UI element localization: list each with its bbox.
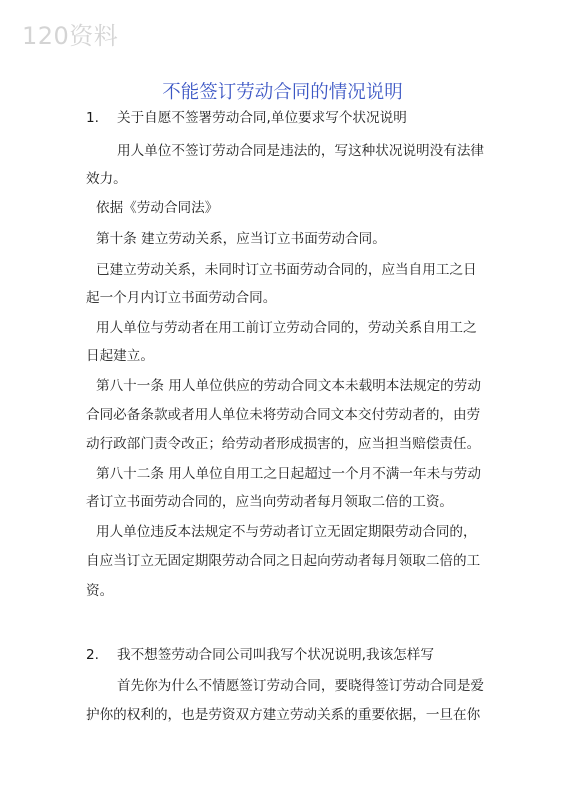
paragraph-line: 已建立劳动关系，未同时订立书面劳动合同的，应当自用工之日 <box>96 262 477 278</box>
paragraph-line: 者订立书面劳动合同的，应当向劳动者每月领取二倍的工资。 <box>86 494 454 510</box>
section-2-heading: 我不想签劳动合同公司叫我写个状况说明,我该怎样写 <box>117 647 434 663</box>
document-title: 不能签订劳动合同的情况说明 <box>162 82 403 103</box>
section-1-heading: 关于自愿不签署劳动合同,单位要求写个状况说明 <box>117 110 407 126</box>
paragraph-line: 用人单位不签订劳动合同是违法的，写这种状况说明没有法律 <box>117 143 485 159</box>
paragraph-line: 自应当订立无固定期限劳动合同之日起向劳动者每月领取二倍的工 <box>86 553 481 569</box>
paragraph-line: 护你的权利的，也是劳资双方建立劳动关系的重要依据，一旦在你 <box>86 707 481 723</box>
paragraph-line: 首先你为什么不情愿签订劳动合同，要晓得签订劳动合同是爱 <box>117 678 485 694</box>
section-2-number: 2. <box>86 647 99 663</box>
section-1-number: 1. <box>86 110 99 126</box>
paragraph-line: 第八十一条 用人单位供应的劳动合同文本未载明本法规定的劳动 <box>96 378 481 394</box>
paragraph-line: 效力。 <box>86 171 127 187</box>
paragraph-line: 依据《劳动合同法》 <box>96 200 219 216</box>
paragraph-line: 第八十二条 用人单位自用工之日起超过一个月不满一年未与劳动 <box>96 466 481 482</box>
paragraph-line: 动行政部门责令改正；给劳动者形成损害的，应当担当赔偿责任。 <box>86 436 481 452</box>
paragraph-line: 用人单位与劳动者在用工前订立劳动合同的，劳动关系自用工之 <box>96 320 477 336</box>
paragraph-line: 日起建立。 <box>86 348 154 364</box>
paragraph-line: 起一个月内订立书面劳动合同。 <box>86 290 277 306</box>
paragraph-line: 用人单位违反本法规定不与劳动者订立无固定期限劳动合同的， <box>96 524 477 540</box>
paragraph-line: 资。 <box>86 583 114 599</box>
paragraph-line: 合同必备条款或者用人单位未将劳动合同文本交付劳动者的，由劳 <box>86 407 481 423</box>
paragraph-line: 第十条 建立劳动关系，应当订立书面劳动合同。 <box>96 231 386 247</box>
watermark: 120资料 <box>22 22 119 50</box>
